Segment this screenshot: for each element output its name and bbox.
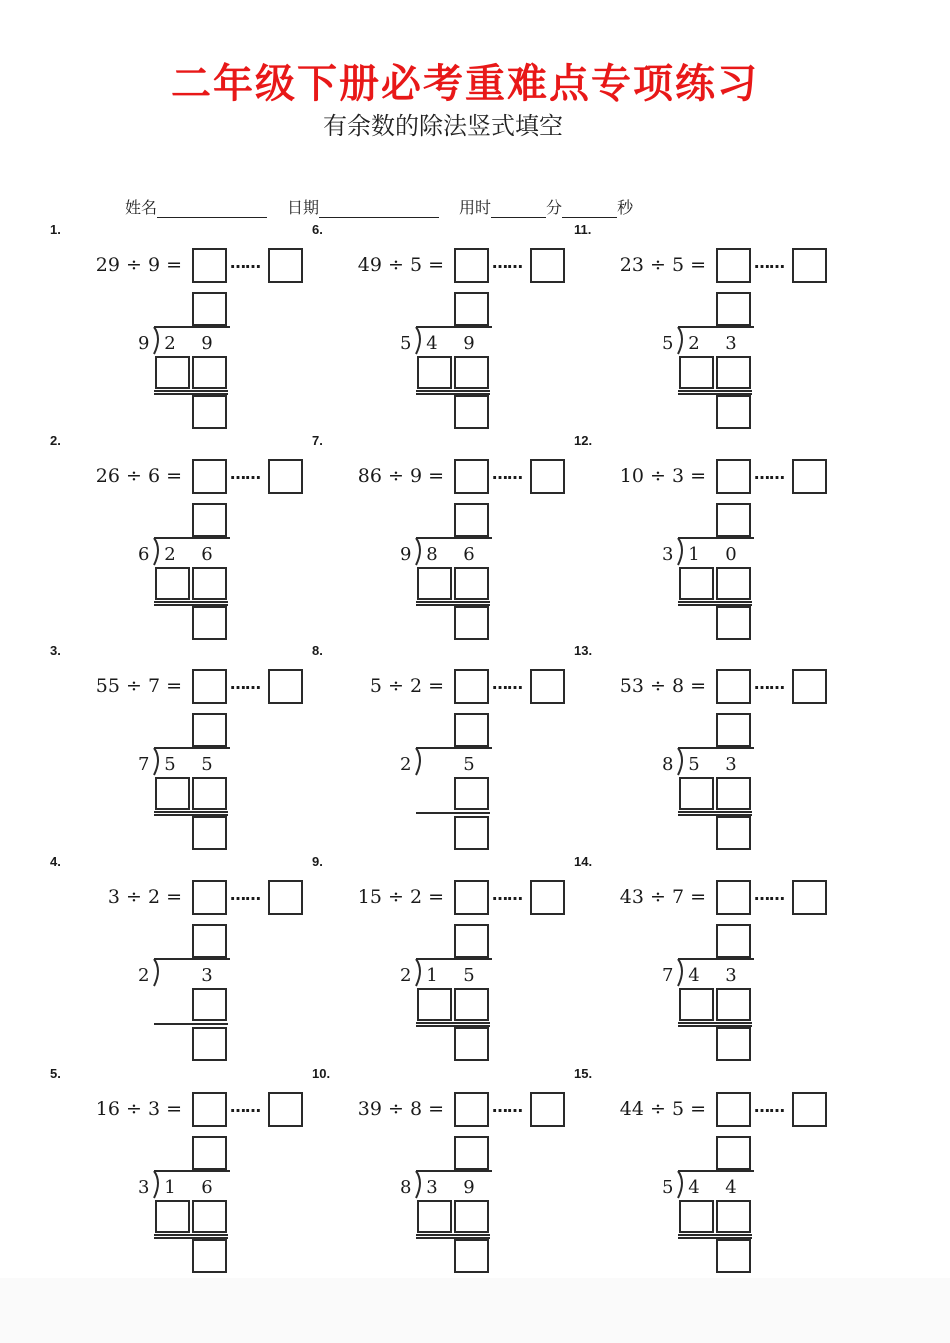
remainder-vertical-box[interactable] [192,395,227,429]
ellipsis-separator: …… [492,1097,522,1116]
ellipsis-separator: …… [492,885,522,904]
division-bar-line [678,958,754,960]
time-label: 用时 [459,198,492,217]
ellipsis-separator: …… [230,885,260,904]
product-ones-box[interactable] [192,777,227,810]
product-ones-box[interactable] [192,988,227,1021]
vertical-quotient-box[interactable] [192,713,227,747]
vertical-quotient-box[interactable] [454,503,489,537]
subtraction-line [678,1022,752,1024]
quotient-answer-box[interactable] [454,459,489,494]
problem-number: 1. [50,222,61,237]
division-bar-line [154,958,230,960]
problem-number: 3. [50,643,61,658]
ellipsis-separator: …… [754,1097,784,1116]
remainder-answer-box[interactable] [530,248,565,283]
remainder-answer-box[interactable] [530,880,565,915]
quotient-answer-box[interactable] [454,1092,489,1127]
subtraction-line [154,811,228,813]
dividend-tens-digit: 1 [688,544,700,565]
subtraction-line [154,1234,228,1236]
remainder-answer-box[interactable] [792,669,827,704]
division-bar-line [416,958,492,960]
dividend-tens-digit: 5 [688,754,700,775]
subtraction-line [416,1234,490,1236]
problem-block [574,1066,874,1271]
quotient-answer-box[interactable] [192,669,227,704]
problem-number: 5. [50,1066,61,1081]
subtraction-line [678,811,752,813]
quotient-answer-box[interactable] [716,1092,751,1127]
division-expression: 10 ÷ 3 = [619,465,706,487]
subtraction-line [154,601,228,603]
dividend-ones-digit: 6 [201,544,213,565]
quotient-answer-box[interactable] [192,880,227,915]
product-ones-box[interactable] [454,988,489,1021]
remainder-vertical-box[interactable] [454,395,489,429]
product-ones-box[interactable] [716,988,751,1021]
divisor-digit: 8 [400,1177,412,1198]
problem-number: 8. [312,643,323,658]
remainder-answer-box[interactable] [530,669,565,704]
remainder-answer-box[interactable] [792,880,827,915]
dividend-tens-digit: 5 [164,754,176,775]
product-tens-box[interactable] [417,1200,452,1233]
remainder-answer-box[interactable] [268,880,303,915]
quotient-answer-box[interactable] [716,459,751,494]
division-expression: 53 ÷ 8 = [619,675,706,697]
quotient-answer-box[interactable] [716,248,751,283]
divisor-digit: 7 [662,965,674,986]
dividend-tens-digit: 4 [688,965,700,986]
remainder-answer-box[interactable] [530,1092,565,1127]
product-tens-box[interactable] [679,567,714,600]
division-bar-line [416,326,492,328]
remainder-vertical-box[interactable] [716,816,751,850]
problem-number: 4. [50,854,61,869]
product-tens-box[interactable] [155,777,190,810]
subtraction-line [416,812,490,814]
division-expression: 49 ÷ 5 = [357,254,444,276]
minutes-label: 分 [546,198,563,217]
division-expression: 43 ÷ 7 = [619,886,706,908]
product-ones-box[interactable] [454,1200,489,1233]
problem-block [312,433,612,638]
dividend-ones-digit: 3 [201,965,213,986]
date-label: 日期 [287,198,320,217]
remainder-vertical-box[interactable] [454,1239,489,1273]
dividend-ones-digit: 5 [201,754,213,775]
vertical-quotient-box[interactable] [192,924,227,958]
remainder-answer-box[interactable] [268,248,303,283]
dividend-tens-digit: 1 [426,965,438,986]
remainder-vertical-box[interactable] [716,395,751,429]
divisor-digit: 6 [138,544,150,565]
quotient-answer-box[interactable] [716,669,751,704]
dividend-ones-digit: 3 [725,333,737,354]
dividend-tens-digit: 4 [688,1177,700,1198]
division-bar-line [416,1170,492,1172]
subtraction-line [154,1023,228,1025]
division-expression: 3 ÷ 2 = [107,886,182,908]
problem-block [312,222,612,427]
divisor-digit: 2 [400,754,412,775]
divisor-digit: 2 [138,965,150,986]
problem-block [50,1066,350,1271]
remainder-vertical-box[interactable] [716,606,751,640]
division-expression: 55 ÷ 7 = [95,675,182,697]
quotient-answer-box[interactable] [192,459,227,494]
subtraction-line [154,390,228,392]
divisor-digit: 7 [138,754,150,775]
seconds-label: 秒 [617,198,634,217]
problem-block [574,433,874,638]
remainder-answer-box[interactable] [530,459,565,494]
quotient-answer-box[interactable] [454,248,489,283]
problem-block [312,1066,612,1271]
page-footer [0,1278,950,1343]
dividend-ones-digit: 9 [463,1177,475,1198]
vertical-quotient-box[interactable] [716,924,751,958]
problem-number: 11. [574,222,592,237]
problem-number: 6. [312,222,323,237]
divisor-digit: 2 [400,965,412,986]
dividend-tens-digit: 2 [688,333,700,354]
remainder-answer-box[interactable] [268,459,303,494]
divisor-digit: 9 [138,333,150,354]
vertical-quotient-box[interactable] [454,1136,489,1170]
quotient-answer-box[interactable] [454,880,489,915]
product-tens-box[interactable] [155,1200,190,1233]
remainder-vertical-box[interactable] [716,1027,751,1061]
division-expression: 44 ÷ 5 = [619,1098,706,1120]
division-expression: 16 ÷ 3 = [95,1098,182,1120]
remainder-vertical-box[interactable] [192,1027,227,1061]
student-info-row [125,195,633,218]
vertical-quotient-box[interactable] [716,503,751,537]
problem-block [574,854,874,1059]
problem-block [50,222,350,427]
remainder-vertical-box[interactable] [454,606,489,640]
minutes-blank[interactable] [491,203,546,218]
subtraction-line [678,601,752,603]
divisor-digit: 9 [400,544,412,565]
remainder-answer-box[interactable] [268,669,303,704]
dividend-tens-digit: 1 [164,1177,176,1198]
worksheet-subtitle: 有余数的除法竖式填空 [323,112,563,140]
problem-number: 13. [574,643,593,658]
dividend-tens-digit: 2 [164,333,176,354]
date-blank[interactable] [319,203,439,218]
problem-block [50,854,350,1059]
product-ones-box[interactable] [192,356,227,389]
ellipsis-separator: …… [754,674,784,693]
product-tens-box[interactable] [417,988,452,1021]
product-tens-box[interactable] [679,988,714,1021]
division-expression: 86 ÷ 9 = [357,465,444,487]
problem-number: 9. [312,854,323,869]
product-ones-box[interactable] [716,1200,751,1233]
dividend-ones-digit: 9 [463,333,475,354]
subtraction-line [678,390,752,392]
ellipsis-separator: …… [230,253,260,272]
product-tens-box[interactable] [679,1200,714,1233]
remainder-answer-box[interactable] [268,1092,303,1127]
problem-block [312,854,612,1059]
ellipsis-separator: …… [754,253,784,272]
ellipsis-separator: …… [492,253,522,272]
division-expression: 15 ÷ 2 = [357,886,444,908]
product-ones-box[interactable] [454,356,489,389]
seconds-blank[interactable] [562,203,617,218]
subtraction-line [416,390,490,392]
subtraction-line [416,601,490,603]
dividend-ones-digit: 3 [725,754,737,775]
dividend-ones-digit: 9 [201,333,213,354]
division-bar-line [154,326,230,328]
ellipsis-separator: …… [492,464,522,483]
division-bar-line [154,1170,230,1172]
division-bracket [150,958,164,988]
division-expression: 29 ÷ 9 = [95,254,182,276]
vertical-quotient-box[interactable] [192,1136,227,1170]
dividend-ones-digit: 6 [463,544,475,565]
divisor-digit: 5 [662,333,674,354]
ellipsis-separator: …… [230,1097,260,1116]
name-label: 姓名 [125,198,158,217]
remainder-vertical-box[interactable] [192,816,227,850]
dividend-ones-digit: 0 [725,544,737,565]
ellipsis-separator: …… [492,674,522,693]
remainder-vertical-box[interactable] [716,1239,751,1273]
ellipsis-separator: …… [754,464,784,483]
divisor-digit: 5 [662,1177,674,1198]
product-ones-box[interactable] [716,567,751,600]
vertical-quotient-box[interactable] [454,924,489,958]
dividend-ones-digit: 3 [725,965,737,986]
product-ones-box[interactable] [716,777,751,810]
vertical-quotient-box[interactable] [716,292,751,326]
worksheet-title: 二年级下册必考重难点专项练习 [171,60,759,107]
remainder-answer-box[interactable] [792,459,827,494]
product-ones-box[interactable] [192,1200,227,1233]
product-tens-box[interactable] [155,356,190,389]
product-tens-box[interactable] [155,567,190,600]
problem-number: 14. [574,854,593,869]
product-tens-box[interactable] [417,356,452,389]
problem-number: 15. [574,1066,593,1081]
dividend-ones-digit: 6 [201,1177,213,1198]
vertical-quotient-box[interactable] [454,713,489,747]
product-tens-box[interactable] [679,777,714,810]
quotient-answer-box[interactable] [716,880,751,915]
problem-number: 7. [312,433,323,448]
remainder-answer-box[interactable] [792,248,827,283]
problem-block [574,222,874,427]
dividend-tens-digit: 2 [164,544,176,565]
problem-block [574,643,874,848]
problem-number: 2. [50,433,61,448]
quotient-answer-box[interactable] [454,669,489,704]
vertical-quotient-box[interactable] [716,1136,751,1170]
product-ones-box[interactable] [454,567,489,600]
vertical-quotient-box[interactable] [716,713,751,747]
product-tens-box[interactable] [417,567,452,600]
division-bar-line [678,537,754,539]
dividend-ones-digit: 4 [725,1177,737,1198]
remainder-answer-box[interactable] [792,1092,827,1127]
problem-number: 10. [312,1066,331,1081]
quotient-answer-box[interactable] [192,248,227,283]
vertical-quotient-box[interactable] [192,292,227,326]
remainder-vertical-box[interactable] [192,606,227,640]
dividend-ones-digit: 5 [463,965,475,986]
vertical-quotient-box[interactable] [454,292,489,326]
division-bar-line [678,1170,754,1172]
subtraction-line [678,1234,752,1236]
division-expression: 5 ÷ 2 = [369,675,444,697]
division-bar-line [416,747,492,749]
problem-block [312,643,612,848]
dividend-tens-digit: 8 [426,544,438,565]
ellipsis-separator: …… [230,674,260,693]
division-bar-line [416,537,492,539]
dividend-tens-digit: 4 [426,333,438,354]
division-bar-line [678,747,754,749]
divisor-digit: 5 [400,333,412,354]
division-bracket [412,747,426,777]
problem-block [50,643,350,848]
vertical-quotient-box[interactable] [192,503,227,537]
division-expression: 26 ÷ 6 = [95,465,182,487]
division-expression: 39 ÷ 8 = [357,1098,444,1120]
divisor-digit: 3 [662,544,674,565]
division-bar-line [678,326,754,328]
subtraction-line [416,1022,490,1024]
divisor-digit: 8 [662,754,674,775]
product-ones-box[interactable] [454,777,489,810]
ellipsis-separator: …… [754,885,784,904]
dividend-ones-digit: 5 [463,754,475,775]
remainder-vertical-box[interactable] [454,816,489,850]
division-bar-line [154,747,230,749]
problem-block [50,433,350,638]
remainder-vertical-box[interactable] [454,1027,489,1061]
problem-number: 12. [574,433,593,448]
product-tens-box[interactable] [679,356,714,389]
divisor-digit: 3 [138,1177,150,1198]
remainder-vertical-box[interactable] [192,1239,227,1273]
quotient-answer-box[interactable] [192,1092,227,1127]
dividend-tens-digit: 3 [426,1177,438,1198]
ellipsis-separator: …… [230,464,260,483]
product-ones-box[interactable] [192,567,227,600]
division-bar-line [154,537,230,539]
name-blank[interactable] [157,203,267,218]
product-ones-box[interactable] [716,356,751,389]
division-expression: 23 ÷ 5 = [619,254,706,276]
